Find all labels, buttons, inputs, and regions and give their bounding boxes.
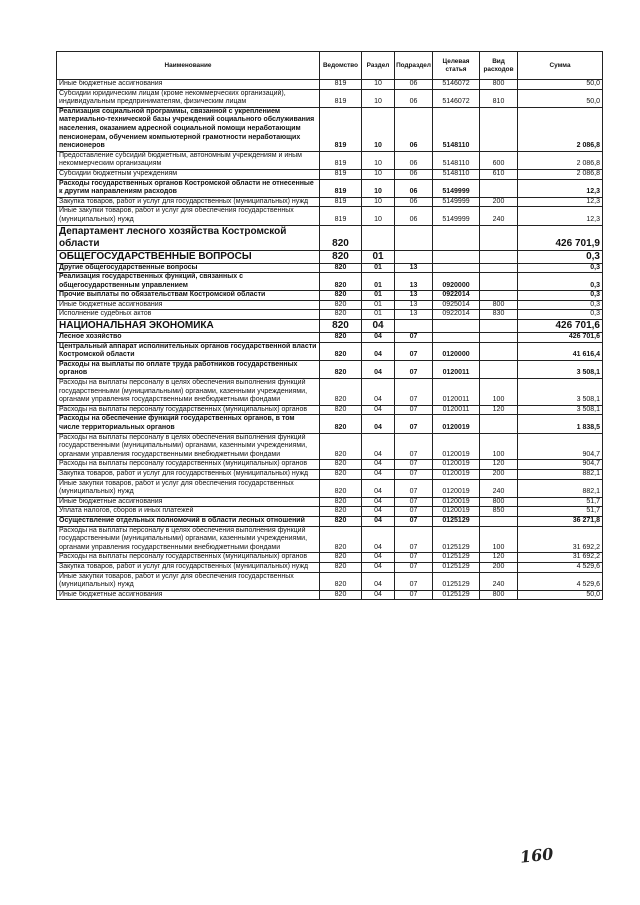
- cell-name: Уплата налогов, сборов и иных платежей: [57, 507, 320, 517]
- cell-subsection: 07: [395, 460, 433, 470]
- cell-exp-type: [480, 333, 518, 343]
- table-row: [57, 460, 603, 470]
- cell-target: 5148110: [433, 151, 480, 169]
- cell-subsection: [395, 250, 433, 263]
- table-row: [57, 310, 603, 320]
- cell-amount: 2 086,8: [518, 169, 603, 179]
- cell-amount: 426 701,9: [518, 225, 603, 250]
- table-row: [57, 263, 603, 273]
- cell-amount: 41 616,4: [518, 342, 603, 360]
- cell-subsection: 13: [395, 291, 433, 301]
- cell-name: Иные закупки товаров, работ и услуг для обеспечения государственных (муниципальных) нужд: [57, 479, 320, 497]
- cell-amount: 2 086,8: [518, 151, 603, 169]
- cell-section: 10: [362, 80, 395, 90]
- cell-target: 0120011: [433, 360, 480, 378]
- table-row: [57, 379, 603, 406]
- cell-name: Закупка товаров, работ и услуг для государственных (муниципальных) нужд: [57, 197, 320, 207]
- cell-dept: 819: [320, 107, 362, 151]
- cell-section: 04: [362, 415, 395, 433]
- cell-dept: 820: [320, 415, 362, 433]
- cell-subsection: 07: [395, 562, 433, 572]
- cell-name: Осуществление отдельных полномочий в области лесных отношений: [57, 516, 320, 526]
- cell-exp-type: 830: [480, 310, 518, 320]
- cell-exp-type: [480, 516, 518, 526]
- cell-exp-type: [480, 225, 518, 250]
- cell-dept: 819: [320, 179, 362, 197]
- cell-amount: 426 701,6: [518, 320, 603, 333]
- cell-dept: 820: [320, 263, 362, 273]
- header-amount: Сумма: [518, 52, 603, 80]
- table-row: [57, 107, 603, 151]
- cell-target: 0120019: [433, 469, 480, 479]
- cell-exp-type: 600: [480, 151, 518, 169]
- cell-name: Иные бюджетные ассигнования: [57, 300, 320, 310]
- cell-section: 04: [362, 405, 395, 415]
- cell-section: 04: [362, 526, 395, 553]
- table-row: [57, 562, 603, 572]
- cell-amount: 51,7: [518, 497, 603, 507]
- table-row: [57, 590, 603, 600]
- cell-amount: 882,1: [518, 479, 603, 497]
- cell-section: 04: [362, 562, 395, 572]
- cell-section: 10: [362, 151, 395, 169]
- table-row: [57, 291, 603, 301]
- cell-target: 0120019: [433, 433, 480, 460]
- cell-exp-type: 850: [480, 507, 518, 517]
- cell-target: 0922014: [433, 291, 480, 301]
- table-row: [57, 151, 603, 169]
- cell-amount: 426 701,6: [518, 333, 603, 343]
- cell-target: [433, 225, 480, 250]
- cell-name: Расходы на выплаты персоналу государственных (муниципальных) органов: [57, 460, 320, 470]
- cell-target: 0920000: [433, 273, 480, 291]
- cell-name: Расходы на выплаты персоналу в целях обеспечения выполнения функций государственными (муниципальными) органами, казенными учреждениями, органами управления государственными внебюджетными фондами: [57, 433, 320, 460]
- cell-exp-type: 800: [480, 590, 518, 600]
- cell-section: 04: [362, 433, 395, 460]
- cell-exp-type: 810: [480, 89, 518, 107]
- cell-name: НАЦИОНАЛЬНАЯ ЭКОНОМИКА: [57, 320, 320, 333]
- cell-dept: 820: [320, 310, 362, 320]
- cell-section: 10: [362, 179, 395, 197]
- cell-target: 0120000: [433, 342, 480, 360]
- cell-subsection: 07: [395, 342, 433, 360]
- cell-section: 04: [362, 572, 395, 590]
- cell-dept: 820: [320, 590, 362, 600]
- cell-target: 5149999: [433, 197, 480, 207]
- cell-name: Реализация государственных функций, связанных с общегосударственным управлением: [57, 273, 320, 291]
- cell-subsection: 13: [395, 310, 433, 320]
- cell-target: 5146072: [433, 89, 480, 107]
- cell-amount: 2 086,8: [518, 107, 603, 151]
- cell-section: 04: [362, 360, 395, 378]
- table-row: [57, 300, 603, 310]
- cell-name: Исполнение судебных актов: [57, 310, 320, 320]
- cell-target: [433, 250, 480, 263]
- header-exp-type: Вид расходов: [480, 52, 518, 80]
- table-row: [57, 89, 603, 107]
- cell-dept: 820: [320, 379, 362, 406]
- cell-name: Расходы на выплаты персоналу в целях обеспечения выполнения функций государственными (муниципальными) органами, казенными учреждениями, органами управления государственными внебюджетными фондами: [57, 379, 320, 406]
- cell-dept: 820: [320, 291, 362, 301]
- cell-dept: 820: [320, 553, 362, 563]
- cell-section: 10: [362, 169, 395, 179]
- cell-dept: 819: [320, 80, 362, 90]
- table-row: [57, 516, 603, 526]
- cell-target: [433, 263, 480, 273]
- cell-name: Расходы на выплаты персоналу государственных (муниципальных) органов: [57, 405, 320, 415]
- cell-subsection: 07: [395, 405, 433, 415]
- cell-section: 01: [362, 263, 395, 273]
- cell-subsection: 13: [395, 263, 433, 273]
- cell-subsection: 13: [395, 273, 433, 291]
- cell-dept: 820: [320, 516, 362, 526]
- cell-amount: 4 529,6: [518, 562, 603, 572]
- header-section: Раздел: [362, 52, 395, 80]
- cell-section: 04: [362, 379, 395, 406]
- table-row: [57, 342, 603, 360]
- table-row: [57, 572, 603, 590]
- cell-section: 10: [362, 89, 395, 107]
- cell-subsection: 07: [395, 333, 433, 343]
- cell-target: 0125129: [433, 562, 480, 572]
- table-row: [57, 169, 603, 179]
- cell-section: 04: [362, 590, 395, 600]
- cell-dept: 820: [320, 300, 362, 310]
- cell-name: Иные закупки товаров, работ и услуг для обеспечения государственных (муниципальных) нужд: [57, 207, 320, 225]
- table-row: [57, 207, 603, 225]
- cell-amount: 0,3: [518, 291, 603, 301]
- cell-name: Расходы на выплаты по оплате труда работников государственных органов: [57, 360, 320, 378]
- header-row: [57, 52, 603, 80]
- cell-exp-type: [480, 107, 518, 151]
- cell-section: 04: [362, 553, 395, 563]
- cell-amount: 4 529,6: [518, 572, 603, 590]
- cell-exp-type: 800: [480, 497, 518, 507]
- cell-subsection: 06: [395, 179, 433, 197]
- cell-section: 10: [362, 107, 395, 151]
- cell-subsection: 07: [395, 572, 433, 590]
- cell-dept: 820: [320, 360, 362, 378]
- cell-subsection: 07: [395, 516, 433, 526]
- cell-name: Расходы на выплаты персоналу государственных (муниципальных) органов: [57, 553, 320, 563]
- cell-name: Иные закупки товаров, работ и услуг для обеспечения государственных (муниципальных) нужд: [57, 572, 320, 590]
- cell-subsection: 07: [395, 526, 433, 553]
- cell-name: Центральный аппарат исполнительных органов государственной власти Костромской области: [57, 342, 320, 360]
- cell-exp-type: 200: [480, 562, 518, 572]
- cell-subsection: 07: [395, 479, 433, 497]
- cell-name: Иные бюджетные ассигнования: [57, 80, 320, 90]
- cell-name: Реализация социальной программы, связанной с укреплением материально-технической базы учреждений социального обслуживания населения, оказанием адресной социальной помощи неработающим пенсионерам, обучением компьютерной грамотности неработающих пенсионеров: [57, 107, 320, 151]
- cell-name: Иные бюджетные ассигнования: [57, 590, 320, 600]
- cell-dept: 820: [320, 333, 362, 343]
- header-dept: Ведомство: [320, 52, 362, 80]
- cell-dept: 820: [320, 497, 362, 507]
- cell-name: ОБЩЕГОСУДАРСТВЕННЫЕ ВОПРОСЫ: [57, 250, 320, 263]
- cell-subsection: 13: [395, 300, 433, 310]
- cell-amount: 3 508,1: [518, 360, 603, 378]
- table-row: [57, 415, 603, 433]
- table-row: [57, 80, 603, 90]
- cell-section: 04: [362, 479, 395, 497]
- table-row: [57, 179, 603, 197]
- cell-exp-type: 120: [480, 405, 518, 415]
- budget-sheet: [56, 51, 602, 600]
- cell-amount: 0,3: [518, 250, 603, 263]
- cell-amount: 12,3: [518, 207, 603, 225]
- cell-name: Расходы на обеспечение функций государственных органов, в том числе территориальных органов: [57, 415, 320, 433]
- table-row: [57, 433, 603, 460]
- cell-subsection: 06: [395, 80, 433, 90]
- table-row: [57, 497, 603, 507]
- cell-amount: 904,7: [518, 433, 603, 460]
- cell-dept: 820: [320, 250, 362, 263]
- cell-target: 0125129: [433, 516, 480, 526]
- cell-section: 04: [362, 333, 395, 343]
- cell-target: 0125129: [433, 572, 480, 590]
- table-row: [57, 469, 603, 479]
- cell-amount: 50,0: [518, 80, 603, 90]
- table-row: [57, 526, 603, 553]
- cell-exp-type: 200: [480, 469, 518, 479]
- cell-section: 04: [362, 507, 395, 517]
- table-row: [57, 250, 603, 263]
- cell-target: 0120019: [433, 460, 480, 470]
- table-row: [57, 553, 603, 563]
- cell-dept: 820: [320, 562, 362, 572]
- cell-exp-type: 100: [480, 433, 518, 460]
- cell-amount: 12,3: [518, 179, 603, 197]
- cell-dept: 820: [320, 225, 362, 250]
- cell-target: 0125129: [433, 526, 480, 553]
- cell-subsection: 06: [395, 207, 433, 225]
- cell-target: 5146072: [433, 80, 480, 90]
- cell-name: Расходы на выплаты персоналу в целях обеспечения выполнения функций государственными (муниципальными) органами, казенными учреждениями, органами управления государственными внебюджетными фондами: [57, 526, 320, 553]
- cell-exp-type: [480, 291, 518, 301]
- cell-exp-type: 800: [480, 300, 518, 310]
- cell-amount: 12,3: [518, 197, 603, 207]
- cell-exp-type: 800: [480, 80, 518, 90]
- table-body: [57, 80, 603, 600]
- cell-name: Прочие выплаты по обязательствам Костромской области: [57, 291, 320, 301]
- table-row: [57, 225, 603, 250]
- cell-target: 0120019: [433, 497, 480, 507]
- cell-target: 0120011: [433, 379, 480, 406]
- cell-subsection: 07: [395, 590, 433, 600]
- cell-exp-type: 120: [480, 553, 518, 563]
- cell-exp-type: 610: [480, 169, 518, 179]
- table-row: [57, 360, 603, 378]
- cell-dept: 820: [320, 433, 362, 460]
- cell-target: 5149999: [433, 179, 480, 197]
- cell-subsection: 07: [395, 469, 433, 479]
- cell-name: Другие общегосударственные вопросы: [57, 263, 320, 273]
- cell-subsection: 06: [395, 107, 433, 151]
- cell-subsection: 06: [395, 169, 433, 179]
- cell-subsection: 07: [395, 379, 433, 406]
- cell-section: 01: [362, 310, 395, 320]
- cell-section: 04: [362, 516, 395, 526]
- cell-amount: 31 692,2: [518, 526, 603, 553]
- table-row: [57, 507, 603, 517]
- cell-dept: 820: [320, 507, 362, 517]
- cell-name: Лесное хозяйство: [57, 333, 320, 343]
- cell-amount: 0,3: [518, 310, 603, 320]
- cell-exp-type: [480, 263, 518, 273]
- cell-name: Закупка товаров, работ и услуг для государственных (муниципальных) нужд: [57, 469, 320, 479]
- cell-section: 04: [362, 460, 395, 470]
- cell-subsection: [395, 225, 433, 250]
- cell-dept: 820: [320, 572, 362, 590]
- cell-amount: 50,0: [518, 89, 603, 107]
- cell-subsection: 06: [395, 151, 433, 169]
- cell-amount: 36 271,8: [518, 516, 603, 526]
- cell-amount: 3 508,1: [518, 379, 603, 406]
- cell-name: Субсидии бюджетным учреждениям: [57, 169, 320, 179]
- cell-target: [433, 333, 480, 343]
- cell-amount: 51,7: [518, 507, 603, 517]
- cell-section: 04: [362, 342, 395, 360]
- cell-target: 5148110: [433, 107, 480, 151]
- cell-section: [362, 225, 395, 250]
- cell-section: 01: [362, 300, 395, 310]
- cell-target: 0120019: [433, 415, 480, 433]
- cell-section: 10: [362, 197, 395, 207]
- cell-target: 0120019: [433, 507, 480, 517]
- cell-section: 04: [362, 320, 395, 333]
- cell-dept: 820: [320, 469, 362, 479]
- cell-section: 01: [362, 250, 395, 263]
- cell-exp-type: 100: [480, 379, 518, 406]
- cell-dept: 820: [320, 320, 362, 333]
- cell-exp-type: 240: [480, 572, 518, 590]
- cell-dept: 820: [320, 526, 362, 553]
- cell-dept: 820: [320, 460, 362, 470]
- cell-subsection: 07: [395, 497, 433, 507]
- cell-name: Предоставление субсидий бюджетным, автономным учреждениям и иным некоммерческим организациям: [57, 151, 320, 169]
- table-row: [57, 333, 603, 343]
- cell-target: [433, 320, 480, 333]
- cell-amount: 882,1: [518, 469, 603, 479]
- cell-amount: 904,7: [518, 460, 603, 470]
- cell-amount: 31 692,2: [518, 553, 603, 563]
- cell-name: Субсидии юридическим лицам (кроме некоммерческих организаций), индивидуальным предпринимателям, физическим лицам: [57, 89, 320, 107]
- cell-exp-type: 100: [480, 526, 518, 553]
- cell-dept: 820: [320, 479, 362, 497]
- cell-subsection: 07: [395, 360, 433, 378]
- cell-subsection: 07: [395, 415, 433, 433]
- cell-section: 01: [362, 273, 395, 291]
- cell-exp-type: [480, 250, 518, 263]
- cell-amount: 0,3: [518, 273, 603, 291]
- cell-exp-type: 240: [480, 207, 518, 225]
- cell-name: Иные бюджетные ассигнования: [57, 497, 320, 507]
- cell-subsection: 06: [395, 197, 433, 207]
- cell-target: 0120011: [433, 405, 480, 415]
- cell-amount: 0,3: [518, 263, 603, 273]
- cell-exp-type: 240: [480, 479, 518, 497]
- cell-amount: 3 508,1: [518, 405, 603, 415]
- cell-dept: 819: [320, 207, 362, 225]
- header-subsection: Подраздел: [395, 52, 433, 80]
- header-target: Целевая статья: [433, 52, 480, 80]
- cell-subsection: [395, 320, 433, 333]
- cell-subsection: 07: [395, 553, 433, 563]
- cell-target: 0925014: [433, 300, 480, 310]
- cell-section: 04: [362, 497, 395, 507]
- cell-exp-type: [480, 273, 518, 291]
- page-number: 160: [519, 844, 555, 867]
- cell-exp-type: [480, 415, 518, 433]
- cell-amount: 1 838,5: [518, 415, 603, 433]
- cell-dept: 819: [320, 197, 362, 207]
- cell-target: 0120019: [433, 479, 480, 497]
- table-row: [57, 479, 603, 497]
- cell-exp-type: [480, 179, 518, 197]
- header-name: Наименование: [57, 52, 320, 80]
- table-row: [57, 197, 603, 207]
- cell-subsection: 07: [395, 433, 433, 460]
- budget-table: [56, 51, 603, 600]
- cell-target: 5148110: [433, 169, 480, 179]
- cell-target: 0125129: [433, 553, 480, 563]
- cell-section: 04: [362, 469, 395, 479]
- cell-name: Закупка товаров, работ и услуг для государственных (муниципальных) нужд: [57, 562, 320, 572]
- cell-exp-type: 120: [480, 460, 518, 470]
- cell-target: 0125129: [433, 590, 480, 600]
- cell-exp-type: [480, 320, 518, 333]
- table-row: [57, 273, 603, 291]
- cell-name: Расходы государственных органов Костромской области не отнесенные к другим направлениям расходов: [57, 179, 320, 197]
- table-row: [57, 320, 603, 333]
- cell-subsection: 06: [395, 89, 433, 107]
- cell-subsection: 07: [395, 507, 433, 517]
- cell-dept: 820: [320, 342, 362, 360]
- table-row: [57, 405, 603, 415]
- cell-section: 01: [362, 291, 395, 301]
- cell-dept: 820: [320, 273, 362, 291]
- cell-dept: 819: [320, 89, 362, 107]
- cell-dept: 819: [320, 169, 362, 179]
- cell-exp-type: 200: [480, 197, 518, 207]
- cell-amount: 50,0: [518, 590, 603, 600]
- cell-target: 0922014: [433, 310, 480, 320]
- cell-target: 5149999: [433, 207, 480, 225]
- cell-amount: 0,3: [518, 300, 603, 310]
- cell-dept: 820: [320, 405, 362, 415]
- cell-section: 10: [362, 207, 395, 225]
- cell-exp-type: [480, 360, 518, 378]
- cell-exp-type: [480, 342, 518, 360]
- cell-dept: 819: [320, 151, 362, 169]
- cell-name: Департамент лесного хозяйства Костромской области: [57, 225, 320, 250]
